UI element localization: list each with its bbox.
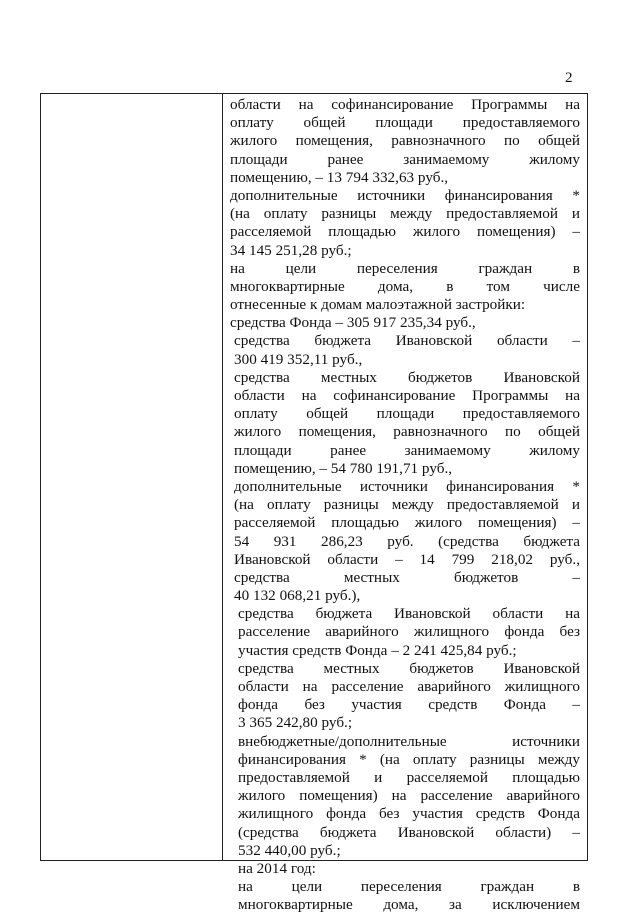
text-line: помещению, – 13 794 332,63 руб., (230, 168, 449, 186)
text-line: площади ранее занимаемому жилому (234, 441, 580, 459)
text-line: средства Фонда – 305 917 235,34 руб., (230, 314, 476, 332)
text-line: средства бюджета Ивановской области – (234, 332, 580, 350)
text-line: внебюджетные/дополнительные источники (238, 732, 580, 750)
text-line: средства местных бюджетов Ивановской (238, 659, 580, 677)
text-line: области на софинансирование Программы на (230, 96, 580, 113)
text-line: 532 440,00 руб.; (238, 841, 341, 859)
financing-table (40, 93, 588, 914)
text-line: средства местных бюджетов Ивановской (234, 368, 580, 386)
text-line: жилого помещения) на расселение аварийного (238, 787, 580, 805)
text-line: расселение аварийного жилищного фонда без (238, 623, 580, 641)
text-line: на 2014 год: (238, 859, 316, 877)
text-line: участия средств Фонда – 2 241 425,84 руб.; (238, 641, 517, 659)
text-line: (на оплату разницы между предоставляемой и (230, 205, 580, 223)
text-line: помещению, – 54 780 191,71 руб., (234, 459, 453, 477)
text-line: области на расселение аварийного жилищного (238, 678, 580, 695)
text-line: многоквартирные дома, за исключением (238, 896, 580, 914)
table-right-cell (230, 96, 580, 914)
text-line: многоквартирные дома, в том числе (230, 277, 580, 295)
text-line: площади ранее занимаемому жилому (230, 150, 580, 168)
text-line: 34 145 251,28 руб.; (230, 241, 352, 259)
text-line: предоставляемой и расселяемой площадью (238, 768, 580, 786)
text-line: 54 931 286,23 руб. (средства бюджета (234, 532, 580, 550)
text-line: средства бюджета Ивановской области на (238, 605, 580, 623)
text-line: жилого помещения, равнозначного по общей (230, 132, 580, 150)
text-line: области на софинансирование Программы на (234, 387, 580, 404)
text-line: средства местных бюджетов – (234, 568, 580, 586)
text-line: жилого помещения, равнозначного по общей (234, 423, 580, 441)
text-line: отнесенные к домам малоэтажной застройки: (230, 296, 526, 314)
text-line: 300 419 352,11 руб., (234, 350, 363, 368)
text-line: Ивановской области – 14 799 218,02 руб., (234, 550, 580, 568)
text-line: 3 365 242,80 руб.; (238, 714, 353, 732)
text-line: оплату общей площади предоставляемого (234, 405, 580, 423)
text-line: на цели переселения граждан в (238, 878, 580, 896)
text-line: на цели переселения граждан в (230, 259, 580, 277)
text-line: расселяемой площадью жилого помещения) – (230, 223, 580, 241)
text-line: дополнительные источники финансирования * (230, 186, 580, 204)
text-line: финансирования * (на оплату разницы между (238, 750, 580, 768)
text-line: жилищного фонда без участия средств Фонда (238, 805, 580, 823)
page-number: 2 (565, 70, 573, 86)
text-line: 40 132 068,21 руб.), (234, 587, 361, 605)
text-line: дополнительные источники финансирования * (234, 477, 580, 495)
text-line: расселяемой площадью жилого помещения) – (234, 514, 580, 532)
table-column-divider (222, 94, 223, 860)
text-line: (средства бюджета Ивановской области) – (238, 823, 580, 841)
text-line: оплату общей площади предоставляемого (230, 114, 580, 132)
text-line: (на оплату разницы между предоставляемой и (234, 496, 580, 514)
text-line: фонда без участия средств Фонда – (238, 696, 580, 714)
